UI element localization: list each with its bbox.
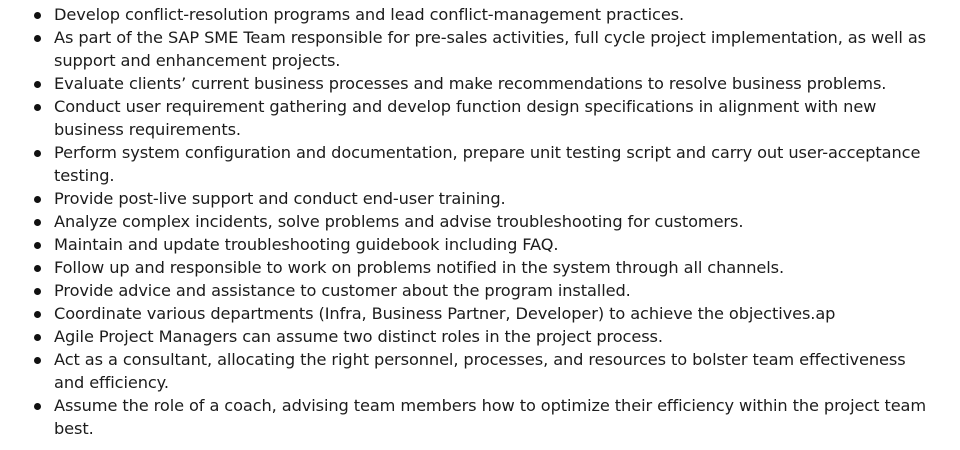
list-item-text: Assume the role of a coach, advising team members how to optimize their efficiency within the project team best.	[54, 396, 927, 438]
bullet-icon	[34, 311, 41, 318]
list-item	[0, 72, 960, 95]
list-item	[0, 26, 960, 72]
bullet-icon	[34, 12, 41, 19]
list-item	[0, 187, 960, 210]
list-item-text: Follow up and responsible to work on problems notified in the system through all channels.	[54, 258, 785, 277]
bullet-icon	[34, 357, 41, 364]
bullet-icon	[34, 196, 41, 203]
bullet-icon	[34, 35, 41, 42]
list-item	[0, 279, 960, 302]
list-item	[0, 95, 960, 141]
list-item	[0, 256, 960, 279]
document-body	[0, 3, 960, 440]
list-item-text: Conduct user requirement gathering and develop function design specifications in alignment with new business requirements.	[54, 97, 877, 139]
list-item	[0, 233, 960, 256]
list-item-text: Provide advice and assistance to customer about the program installed.	[54, 281, 631, 300]
bullet-icon	[34, 265, 41, 272]
list-item-text: Agile Project Managers can assume two distinct roles in the project process.	[54, 327, 663, 346]
bullet-icon	[34, 288, 41, 295]
list-item-text: Coordinate various departments (Infra, Business Partner, Developer) to achieve the objectives.ap	[54, 304, 836, 323]
list-item	[0, 141, 960, 187]
bullet-icon	[34, 403, 41, 410]
bullet-icon	[34, 104, 41, 111]
responsibilities-list	[0, 3, 960, 440]
list-item-text: Evaluate clients’ current business processes and make recommendations to resolve business problems.	[54, 74, 887, 93]
list-item-text: Maintain and update troubleshooting guidebook including FAQ.	[54, 235, 559, 254]
bullet-icon	[34, 150, 41, 157]
list-item-text: Act as a consultant, allocating the right personnel, processes, and resources to bolster team effectiveness and efficiency.	[54, 350, 906, 392]
list-item	[0, 348, 960, 394]
list-item	[0, 3, 960, 26]
list-item-text: Provide post-live support and conduct end-user training.	[54, 189, 506, 208]
list-item	[0, 325, 960, 348]
list-item	[0, 394, 960, 440]
list-item-text: Perform system configuration and documentation, prepare unit testing script and carry out user-acceptance testing.	[54, 143, 921, 185]
bullet-icon	[34, 242, 41, 249]
bullet-icon	[34, 219, 41, 226]
list-item-text: Analyze complex incidents, solve problems and advise troubleshooting for customers.	[54, 212, 744, 231]
bullet-icon	[34, 334, 41, 341]
list-item	[0, 302, 960, 325]
list-item-text: As part of the SAP SME Team responsible for pre-sales activities, full cycle project implementation, as well as support and enhancement projects.	[54, 28, 926, 70]
bullet-icon	[34, 81, 41, 88]
list-item-text: Develop conflict-resolution programs and lead conflict-management practices.	[54, 5, 685, 24]
list-item	[0, 210, 960, 233]
